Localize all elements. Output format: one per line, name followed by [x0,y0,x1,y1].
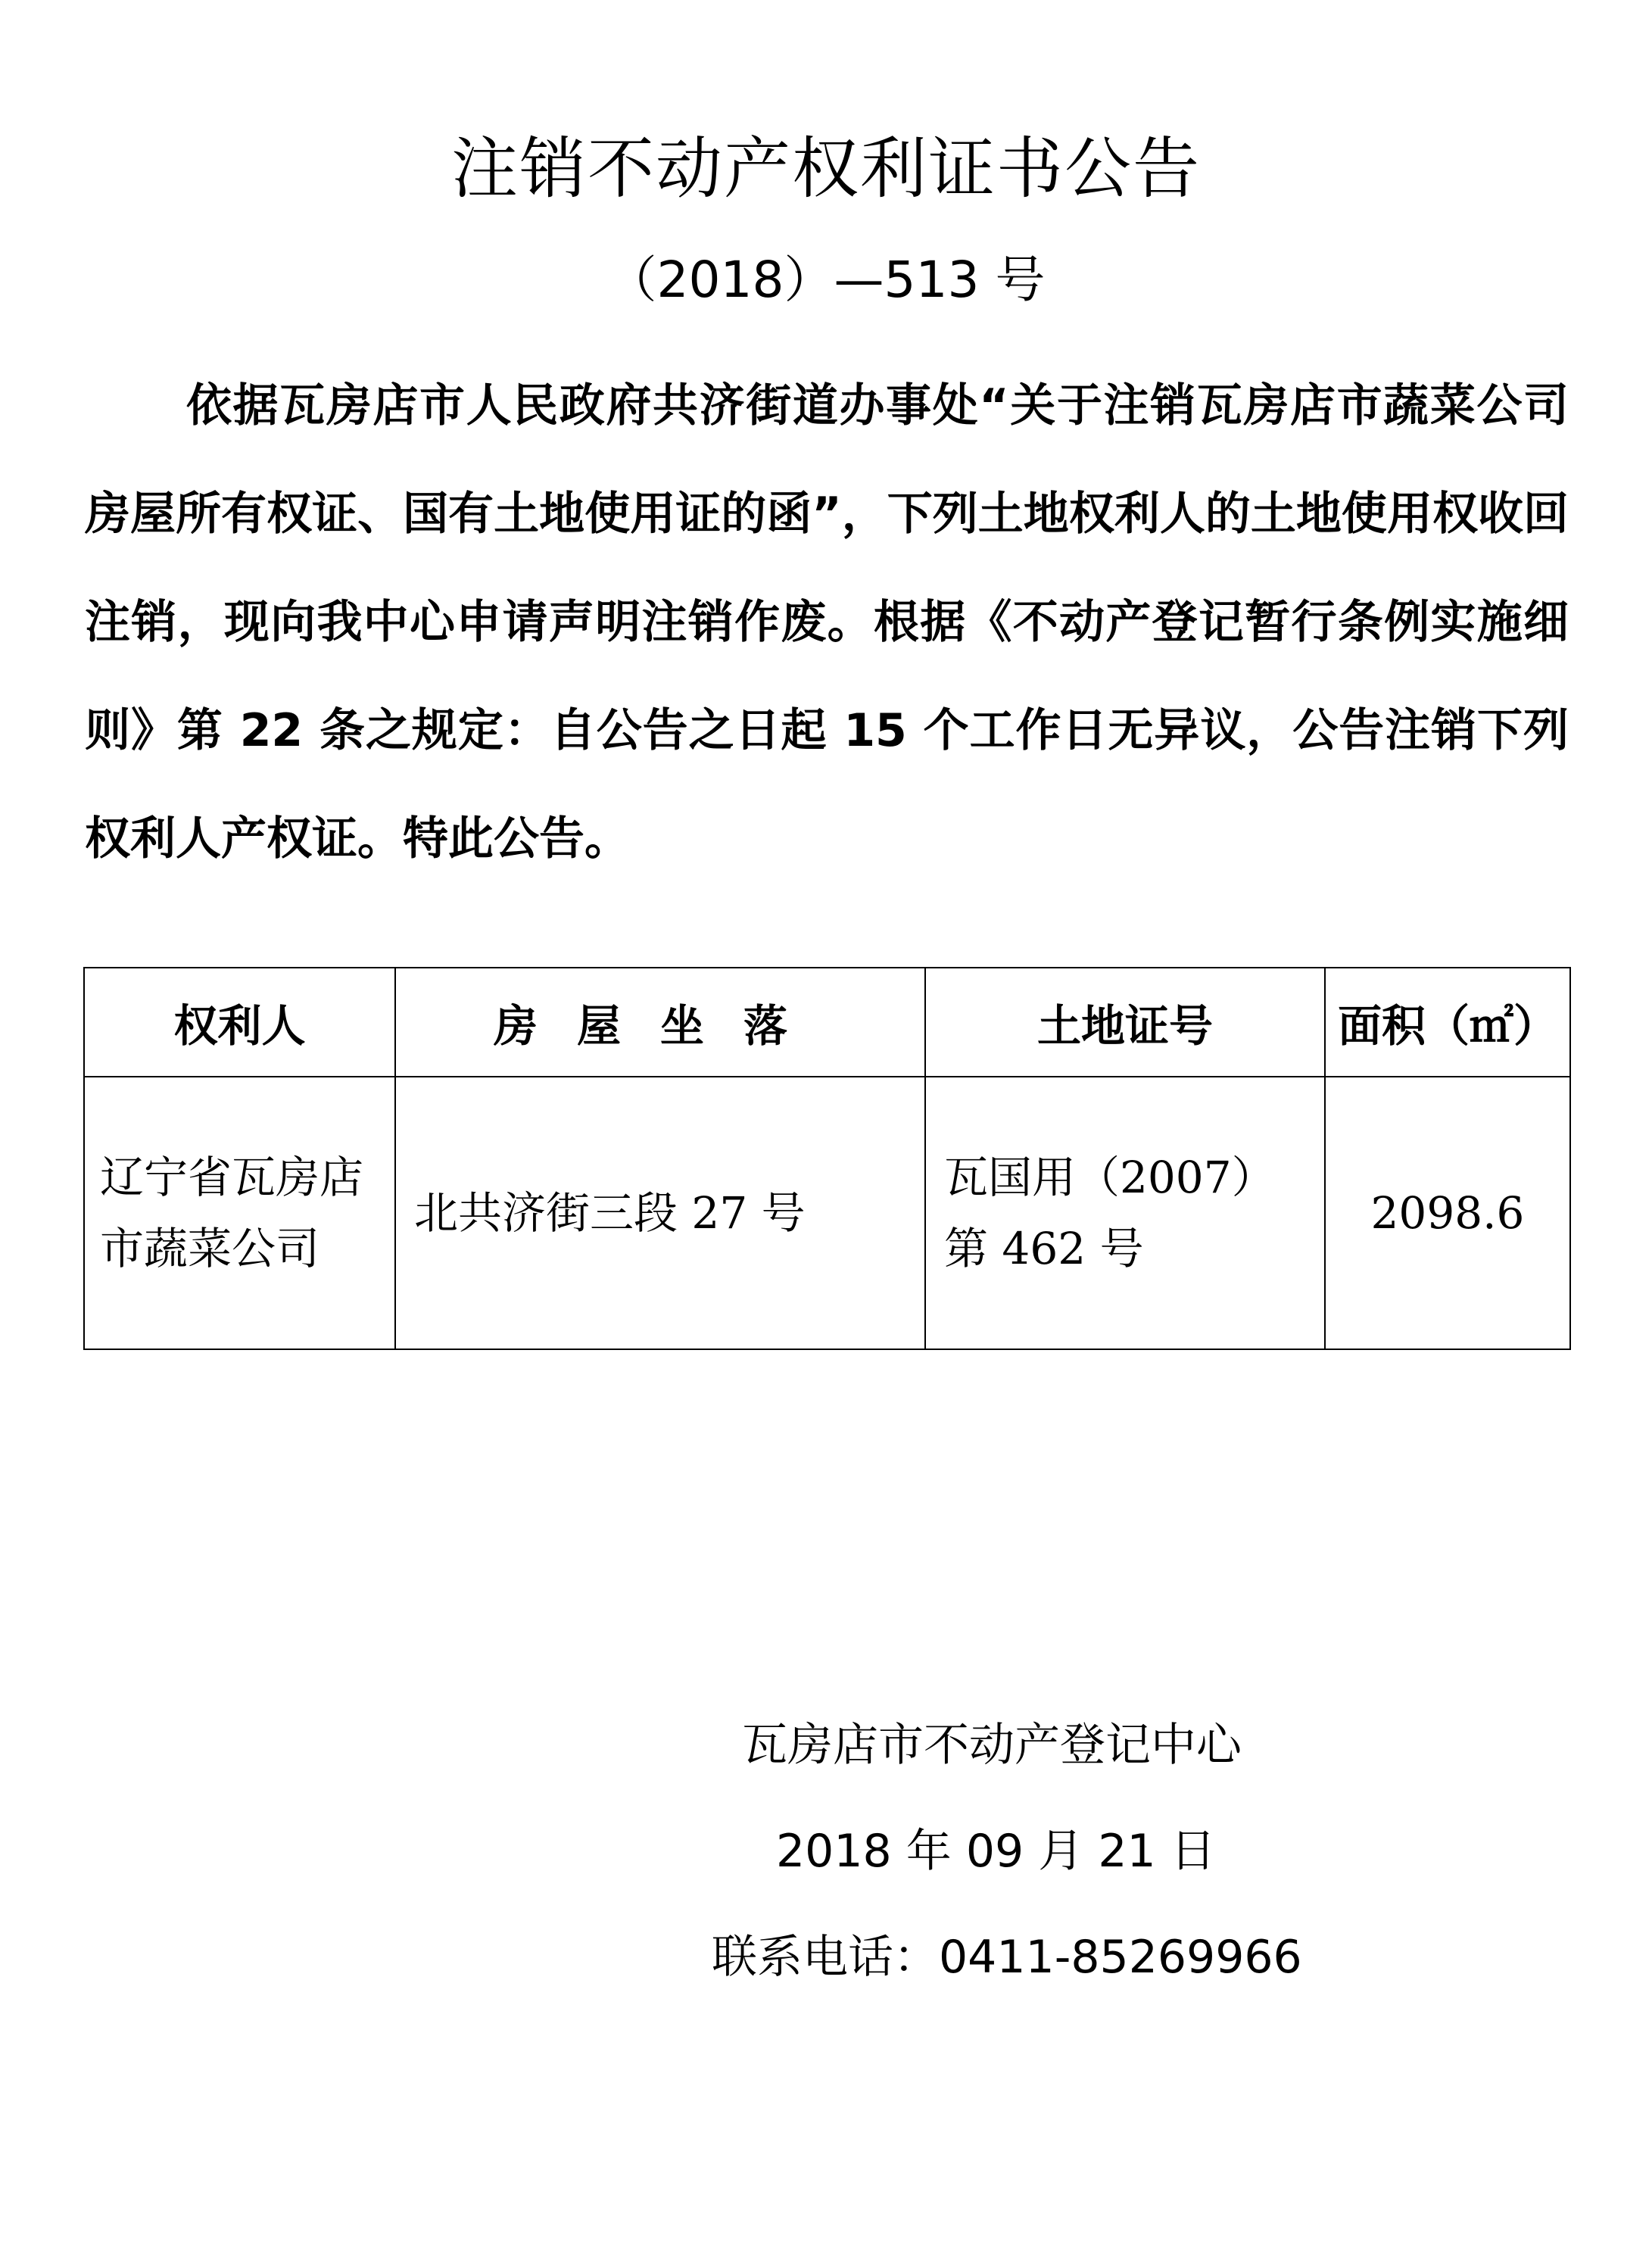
header-location-label: 房屋坐落 [493,1000,827,1052]
header-certificate: 土地证号 [925,968,1325,1077]
header-location [395,968,925,1077]
contact-phone: 联系电话：0411-85269966 [712,1931,1302,1984]
cell-location: 北共济街三段 27 号 [395,1077,925,1349]
cell-area: 2098.6 [1325,1077,1570,1349]
page-title: 注销不动产权利证书公告 [450,129,1201,207]
header-area: 面积（㎡） [1325,968,1570,1077]
cell-owner: 辽宁省瓦房店市蔬菜公司 [84,1077,395,1349]
table-row [84,1077,1570,1349]
header-owner: 权利人 [84,968,395,1077]
cancellation-table [83,967,1571,1350]
table-header-row [84,968,1570,1077]
cell-certificate: 瓦国用（2007）第 462 号 [925,1077,1325,1349]
document-number: （2018）—513 号 [606,251,1046,309]
announcement-body: 依据瓦房店市人民政府共济街道办事处“关于注销瓦房店市蔬菜公司房屋所有权证、国有土地使用证的函”，下列土地权利人的土地使用权收回注销，现向我中心申请声明注销作废。根据《不动产登记暂行条例实施细则》第 22 条之规定：自公告之日起 15 个工作日无异议，公告注销下列权利人产权证。特此公告。 [85,379,1569,865]
issue-date: 2018 年 09 月 21 日 [776,1825,1216,1878]
issuing-organization: 瓦房店市不动产登记中心 [742,1719,1242,1772]
